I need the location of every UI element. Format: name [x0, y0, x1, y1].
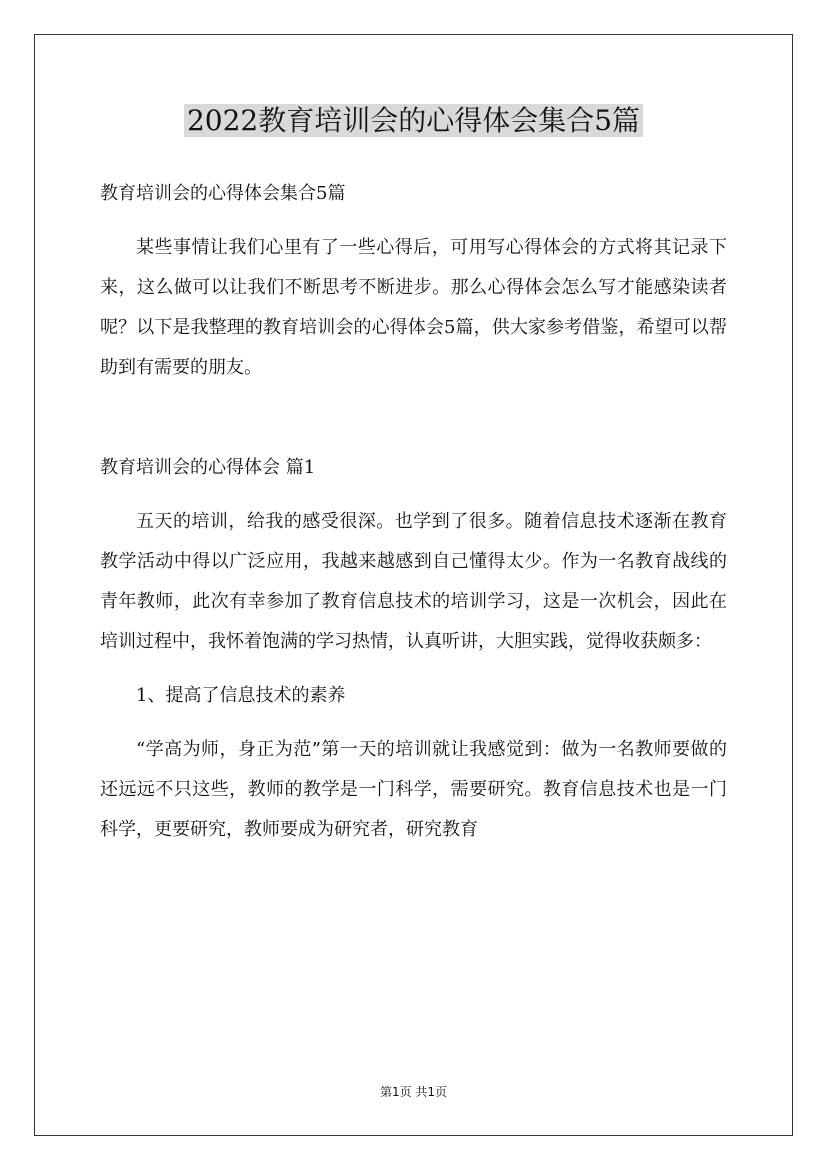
- document-body: [100, 174, 727, 850]
- spacer: [100, 662, 727, 676]
- spacer: [100, 716, 727, 730]
- section-paragraph: “学高为师，身正为范”第一天的培训就让我感觉到：做为一名教师要做的还远远不只这些，教师的教学是一门科学，需要研究。教育信息技术也是一门科学，更要研究，教师要成为研究者，研究教育: [100, 739, 727, 840]
- document-subtitle: 教育培训会的心得体会集合5篇: [100, 183, 346, 204]
- page-footer: 第1页 共1页: [379, 1085, 448, 1099]
- spacer: [100, 488, 727, 502]
- section-point: 1、提高了信息技术的素养: [136, 685, 346, 706]
- spacer: [100, 214, 727, 228]
- document-title-text: 2022教育培训会的心得体会集合5篇: [184, 104, 643, 137]
- section-paragraph: 五天的培训，给我的感受很深。也学到了很多。随着信息技术逐渐在教育教学活动中得以广泛应用，我越来越感到自己懂得太少。作为一名教育战线的青年教师，此次有幸参加了教育信息技术的培训学习，这是一次机会，因此在培训过程中，我怀着饱满的学习热情，认真听讲，大胆实践，觉得收获颇多：: [100, 511, 727, 652]
- document-title: [0, 100, 827, 142]
- intro-paragraph: 某些事情让我们心里有了一些心得后，可用写心得体会的方式将其记录下来，这么做可以让我们不断思考不断进步。那么心得体会怎么写才能感染读者呢？以下是我整理的教育培训会的心得体会5篇，供大家参考借鉴，希望可以帮助到有需要的朋友。: [100, 237, 727, 378]
- spacer: [100, 388, 727, 448]
- section-heading: 教育培训会的心得体会 篇1: [100, 457, 316, 478]
